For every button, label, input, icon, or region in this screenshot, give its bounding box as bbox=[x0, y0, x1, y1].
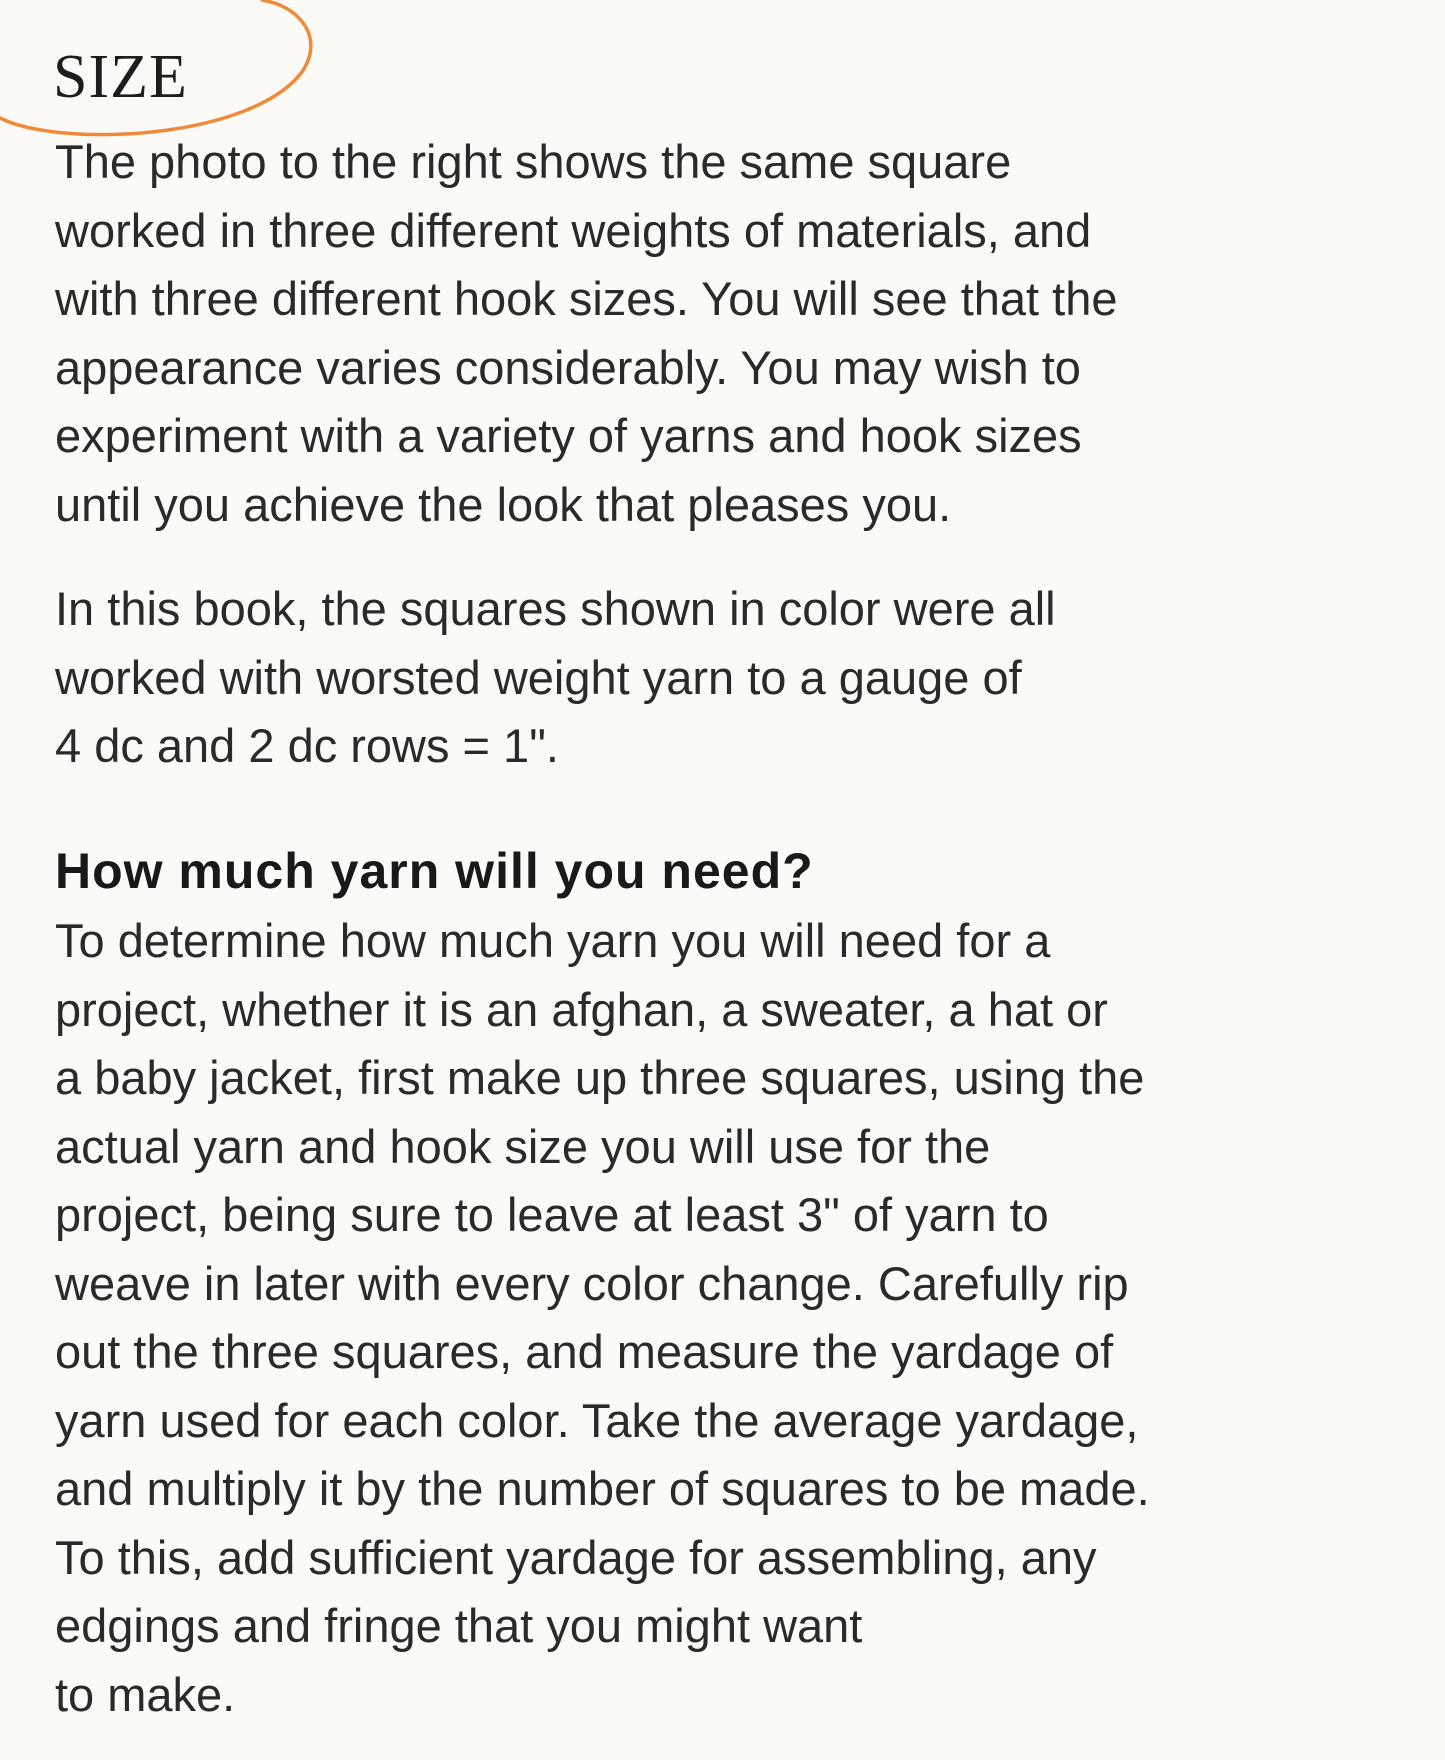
text-line: edgings and fringe that you might want bbox=[55, 1599, 863, 1652]
section-heading-size: SIZE bbox=[53, 43, 188, 111]
text-line: until you achieve the look that pleases you. bbox=[55, 477, 952, 531]
text-line: To determine how much yarn you will need for a bbox=[55, 914, 1051, 967]
text-line: and multiply it by the number of squares to be made. bbox=[55, 1462, 1150, 1515]
text-line: In this book, the squares shown in color were all bbox=[55, 582, 1056, 635]
text-line: project, whether it is an afghan, a sweater, a hat or bbox=[55, 982, 1108, 1036]
text-line: with three different hook sizes. You will see that the bbox=[55, 272, 1118, 325]
text-line: to make. bbox=[55, 1667, 236, 1721]
text-line: actual yarn and hook size you will use for the bbox=[55, 1119, 991, 1173]
text-line: To this, add sufficient yardage for assembling, any bbox=[55, 1530, 1097, 1584]
paragraph-gauge bbox=[55, 575, 1056, 781]
text-line: a baby jacket, first make up three squares, using the bbox=[55, 1051, 1145, 1104]
text-line: worked in three different weights of materials, and bbox=[55, 203, 1092, 257]
text-line: out the three squares, and measure the yardage of bbox=[55, 1325, 1114, 1378]
text-line: weave in later with every color change. Carefully rip bbox=[55, 1256, 1129, 1310]
paragraph-yarn-calculation bbox=[55, 907, 1150, 1729]
paragraph-size-intro bbox=[55, 128, 1118, 539]
text-line: yarn used for each color. Take the average yardage, bbox=[55, 1393, 1139, 1447]
subheading-yarn-needed: How much yarn will you need? bbox=[55, 843, 814, 899]
text-line: experiment with a variety of yarns and hook sizes bbox=[55, 409, 1082, 462]
text-line: worked with worsted weight yarn to a gauge of bbox=[55, 650, 1022, 704]
text-line: The photo to the right shows the same square bbox=[55, 135, 1012, 188]
text-line: 4 dc and 2 dc rows = 1". bbox=[55, 719, 559, 772]
text-line: appearance varies considerably. You may wish to bbox=[55, 340, 1081, 394]
text-line: project, being sure to leave at least 3" of yarn to bbox=[55, 1188, 1049, 1241]
